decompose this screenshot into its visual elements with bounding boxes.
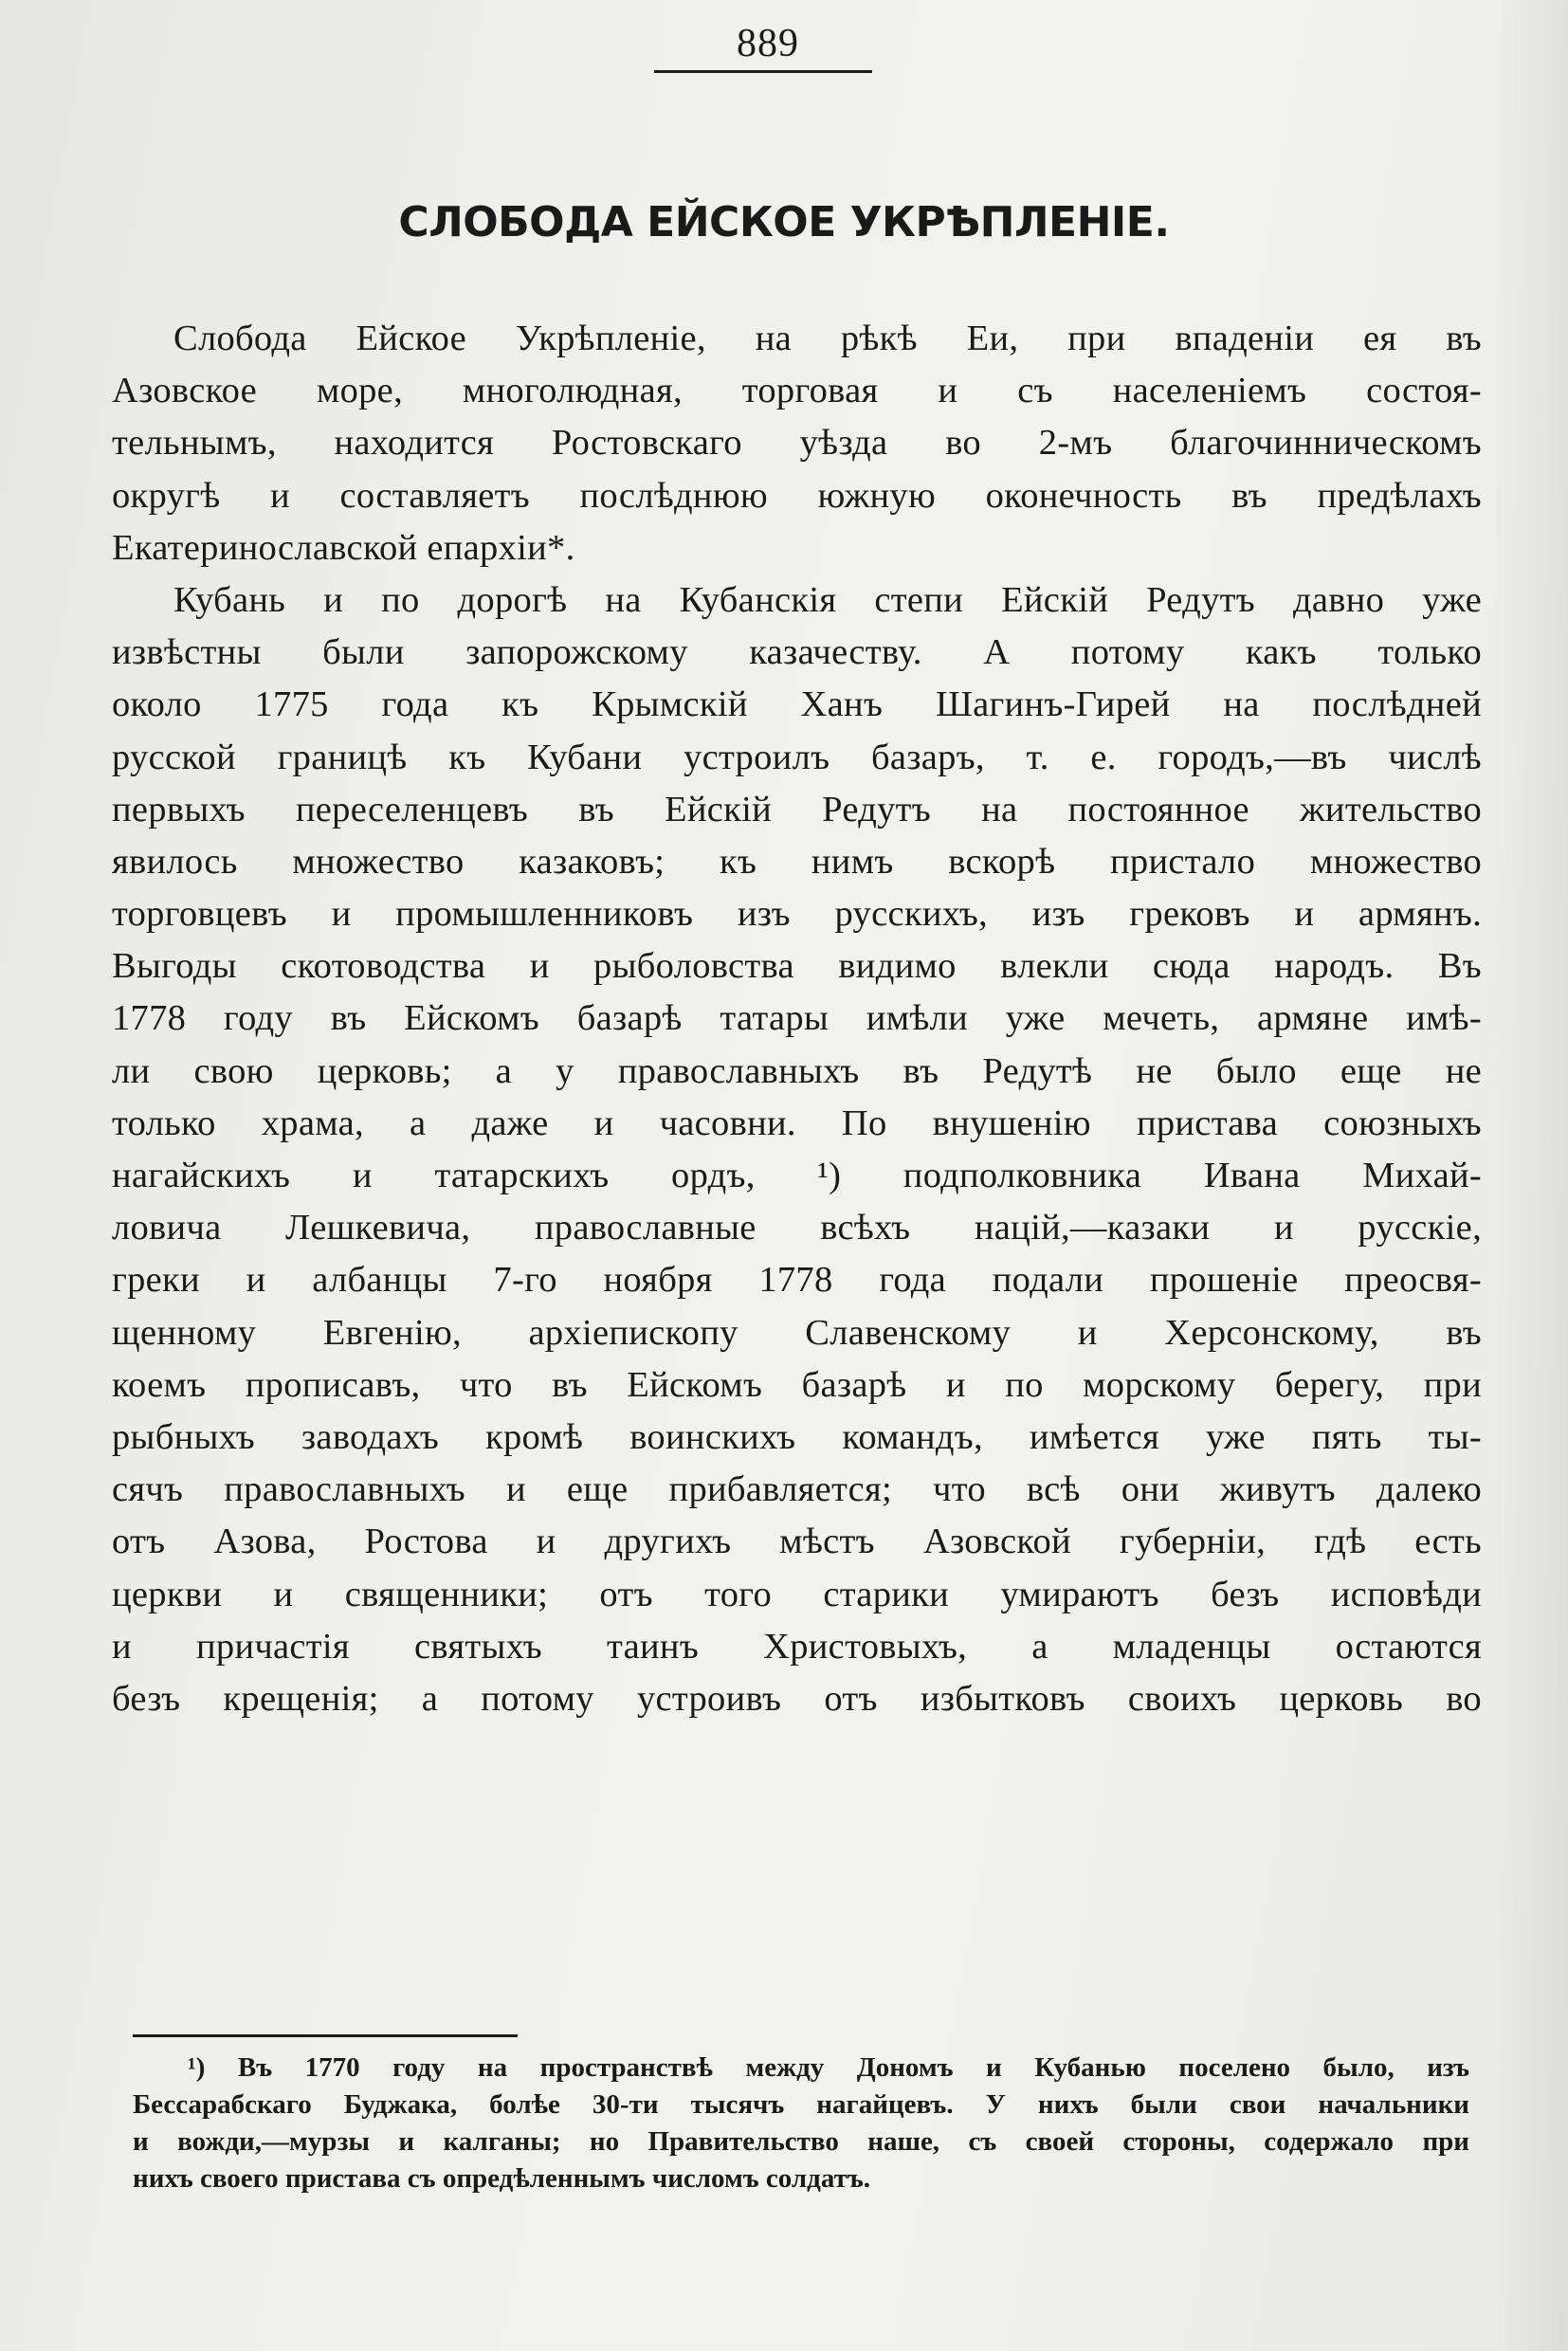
body-line: русской границѣ къ Кубани устроилъ базаръ, т. е. городъ,—въ числѣ: [112, 737, 1482, 777]
body-line: коемъ прописавъ, что въ Ейскомъ базарѣ и по морскому берегу, при: [112, 1364, 1482, 1405]
chapter-title: СЛОБОДА ЕЙСКОЕ УКРѢПЛЕНІЕ.: [398, 198, 1170, 246]
footnote-line: Бессарабскаго Буджака, болѣе 30-ти тысячъ нагайцевъ. У нихъ были свои начальники: [133, 2089, 1469, 2120]
body-line: явилось множество казаковъ; къ нимъ вскорѣ пристало множество: [112, 841, 1482, 882]
body-line: отъ Азова, Ростова и другихъ мѣстъ Азовской губерніи, гдѣ есть: [112, 1522, 1482, 1562]
footnotes: [133, 2050, 1469, 2197]
footnote-rule: [133, 2034, 518, 2037]
body-line: торговцевъ и промышленниковъ изъ русскихъ, изъ грековъ и армянъ.: [112, 894, 1482, 935]
footnote-line: ¹) Въ 1770 году на пространствѣ между Дономъ и Кубанью поселено было, изъ: [188, 2052, 1469, 2083]
footnote-line: нихъ своего пристава съ опредѣленнымъ числомъ солдатъ.: [133, 2163, 870, 2194]
body-line: щенному Евгенію, архіепископу Славенскому и Херсонскому, въ: [112, 1312, 1482, 1353]
body-line: церкви и священники; отъ того старики умираютъ безъ исповѣди: [112, 1574, 1482, 1614]
body-line: нагайскихъ и татарскихъ ордъ, ¹) подполковника Ивана Михай-: [112, 1156, 1482, 1195]
body-line: сячъ православныхъ и еще прибавляется; что всѣ они живутъ далеко: [112, 1469, 1482, 1510]
body-line: первыхъ переселенцевъ въ Ейскій Редутъ на постоянное жительство: [112, 789, 1482, 829]
footnote-line: и вожди,—мурзы и калганы; но Правительство наше, съ своей стороны, содержало при: [133, 2126, 1469, 2157]
body-line: Екатеринославской епархіи*.: [112, 527, 575, 568]
body-line: рыбныхъ заводахъ кромѣ воинскихъ командъ, имѣется уже пять ты-: [112, 1416, 1482, 1457]
page-number: 889: [737, 22, 799, 65]
body-line: Слобода Ейское Укрѣпленіе, на рѣкѣ Еи, при впаденіи ея въ: [173, 319, 1482, 358]
page-number-rule: [654, 70, 872, 73]
body-text: [112, 313, 1482, 1725]
body-line: Кубань и по дорогѣ на Кубанскія степи Ейскій Редутъ давно уже: [173, 579, 1482, 620]
body-line: и причастія святыхъ таинъ Христовыхъ, а младенцы остаются: [112, 1626, 1482, 1667]
body-line: около 1775 года къ Крымскій Ханъ Шагинъ-Гирей на послѣдней: [112, 684, 1482, 725]
body-line: Азовское море, многолюдная, торговая и съ населеніемъ состоя-: [112, 371, 1482, 411]
body-line: ли свою церковь; а у православныхъ въ Редутѣ не было еще не: [112, 1050, 1482, 1091]
page-edge-shadow: [1492, 0, 1568, 2351]
body-line: греки и албанцы 7-го ноября 1778 года подали прошеніе преосвя-: [112, 1260, 1482, 1301]
body-line: извѣстны были запорожскому казачеству. А потому какъ только: [112, 632, 1482, 673]
body-line: безъ крещенія; а потому устроивъ отъ избытковъ своихъ церковь во: [112, 1678, 1482, 1719]
body-line: только храма, а даже и часовни. По внушенію пристава союзныхъ: [112, 1103, 1482, 1143]
body-line: округѣ и составляетъ послѣднюю южную оконечность въ предѣлахъ: [112, 475, 1482, 516]
body-line: 1778 году въ Ейскомъ базарѣ татары имѣли уже мечеть, армяне имѣ-: [112, 998, 1482, 1039]
body-line: тельнымъ, находится Ростовскаго уѣзда во 2-мъ благочинническомъ: [112, 423, 1482, 464]
body-line: Выгоды скотоводства и рыболовства видимо влекли сюда народъ. Въ: [112, 946, 1482, 987]
body-line: ловича Лешкевича, православные всѣхъ націй,—казаки и русскіе,: [112, 1208, 1482, 1248]
